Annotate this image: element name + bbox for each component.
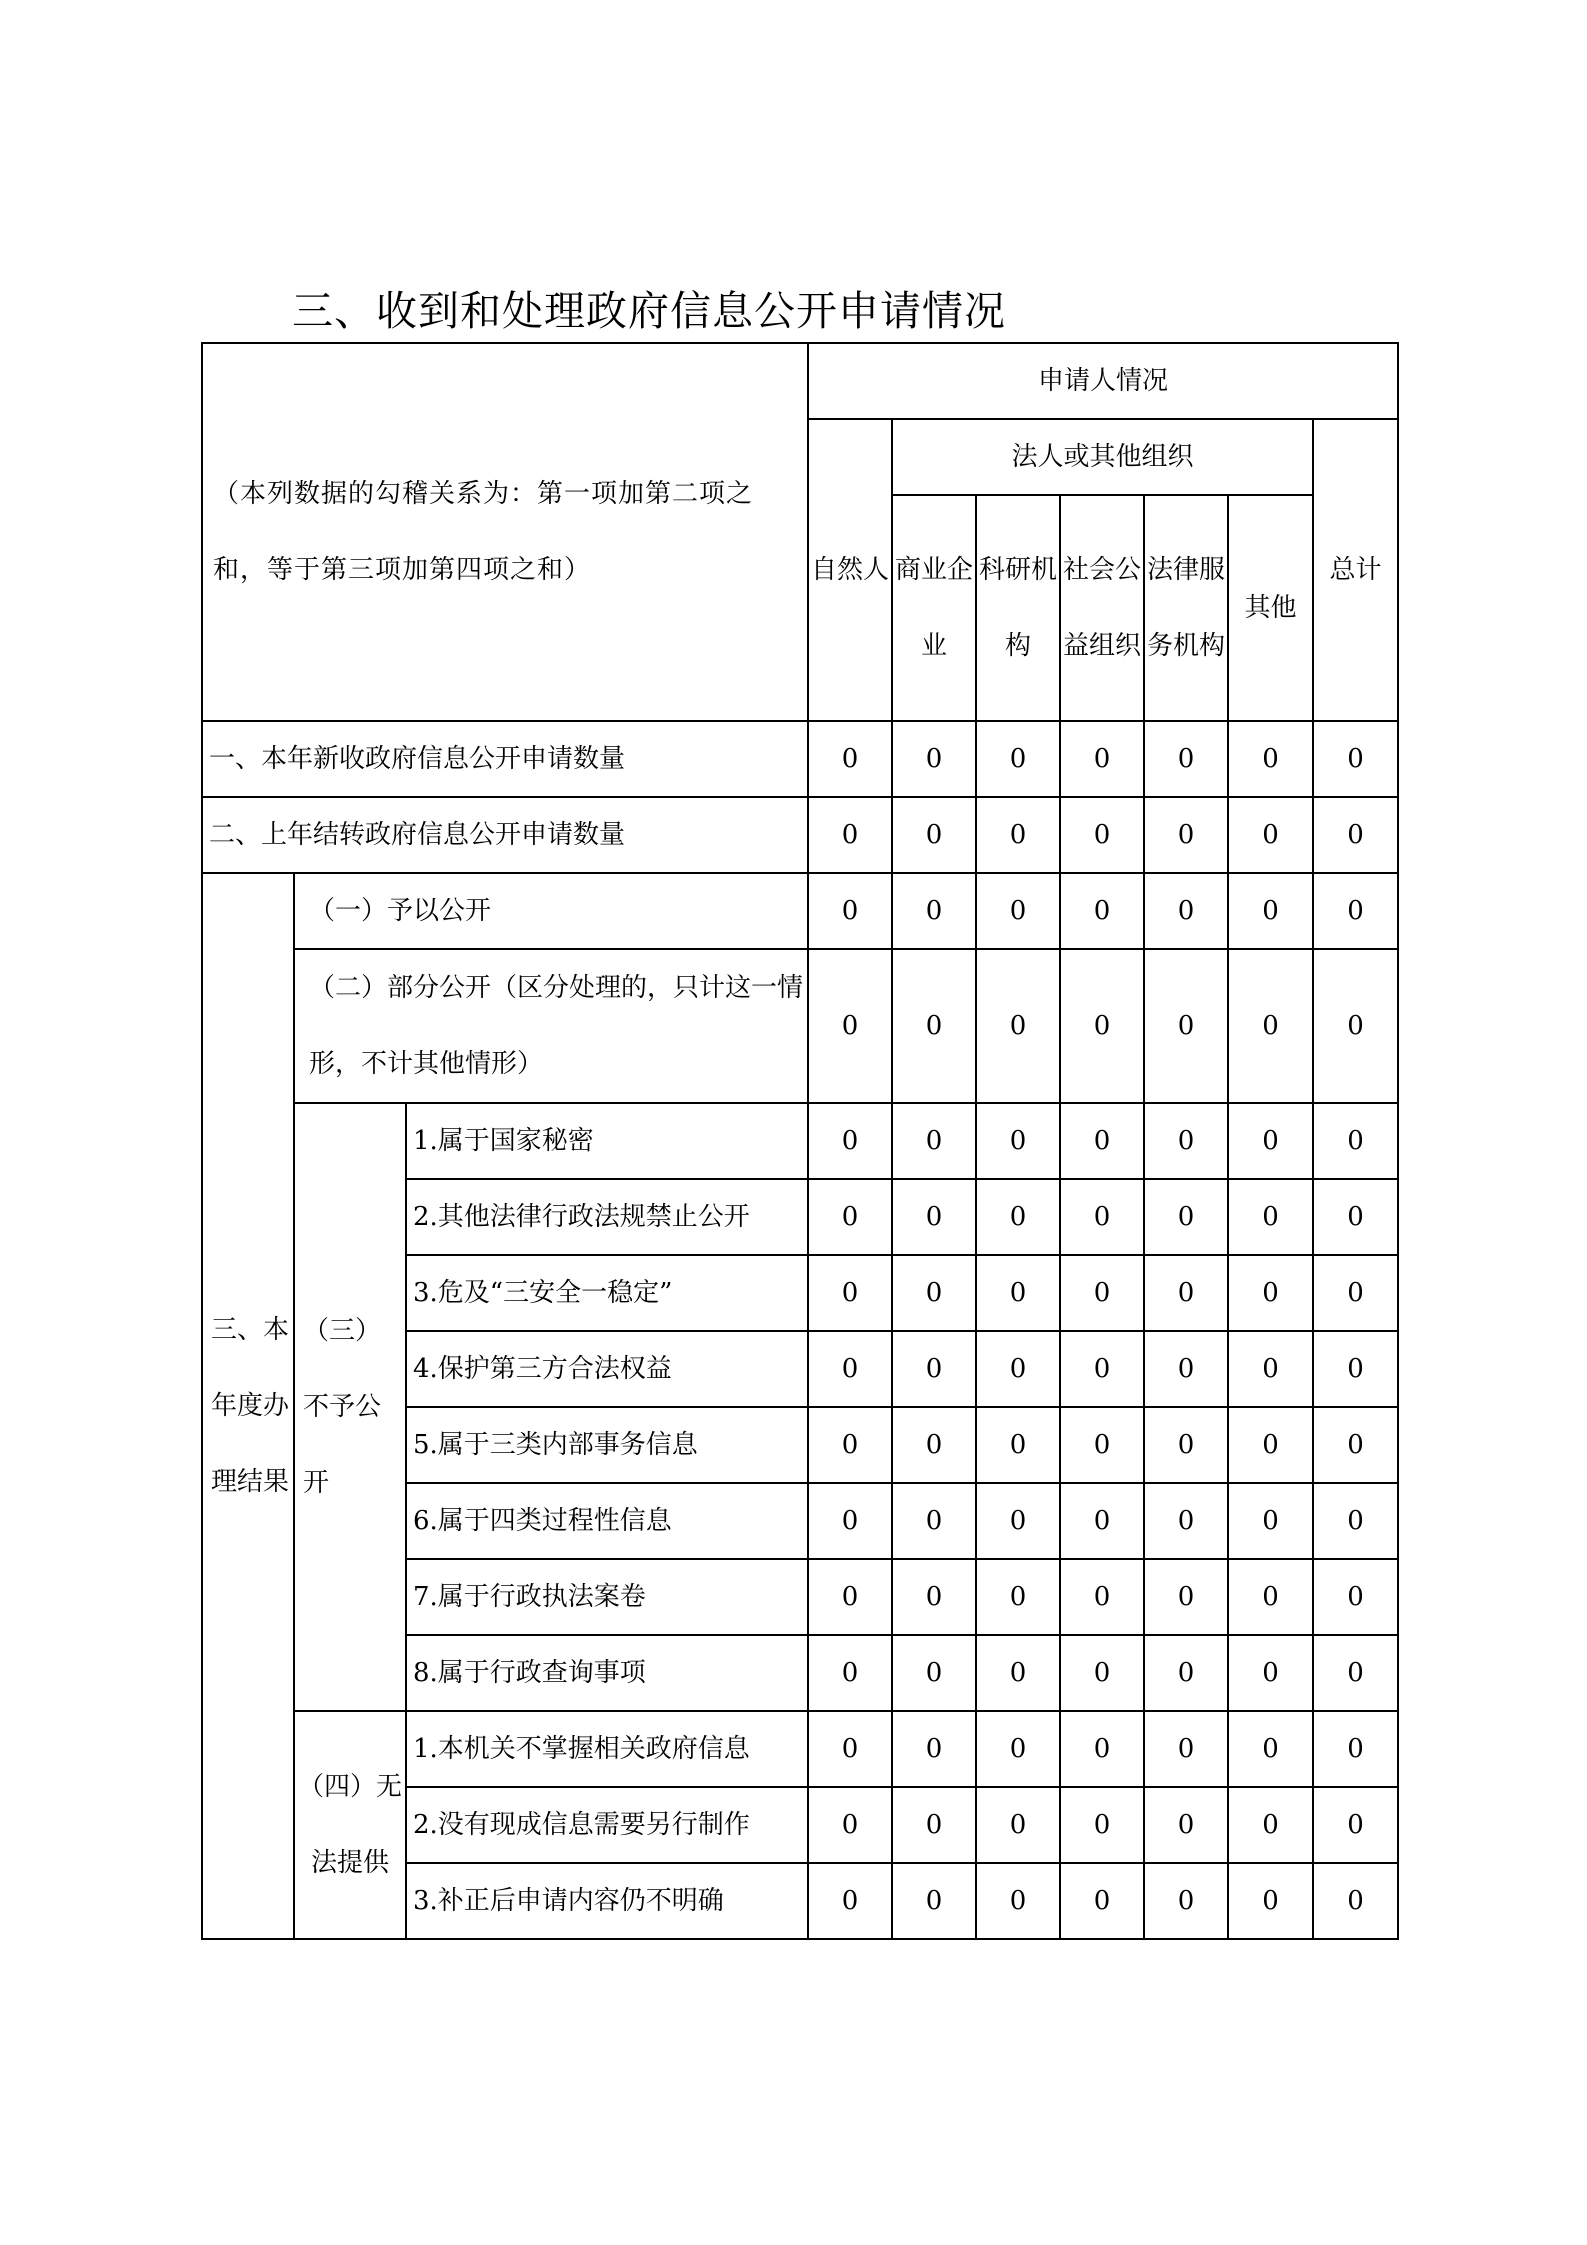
cell-value: 0 — [1228, 1331, 1313, 1407]
column-header: 社会公益组织 — [1060, 495, 1144, 721]
cell-value: 0 — [1228, 1179, 1313, 1255]
cell-value: 0 — [892, 1863, 976, 1939]
cell-value: 0 — [1228, 1407, 1313, 1483]
row-label: 5.属于三类内部事务信息 — [406, 1407, 808, 1483]
cell-value: 0 — [1144, 1635, 1228, 1711]
cell-value: 0 — [892, 949, 976, 1103]
cell-value: 0 — [808, 1483, 892, 1559]
legal-group-header: 法人或其他组织 — [892, 419, 1313, 495]
cell-value: 0 — [1228, 1787, 1313, 1863]
cell-value: 0 — [1060, 1179, 1144, 1255]
cell-value: 0 — [1060, 1559, 1144, 1635]
column-header: 其他 — [1228, 495, 1313, 721]
cell-value: 0 — [976, 1559, 1060, 1635]
cell-value: 0 — [976, 721, 1060, 797]
cell-value: 0 — [808, 1179, 892, 1255]
cell-value: 0 — [1144, 1407, 1228, 1483]
cell-value: 0 — [1144, 721, 1228, 797]
cell-value: 0 — [1144, 1179, 1228, 1255]
cell-value: 0 — [976, 949, 1060, 1103]
cell-value: 0 — [976, 1331, 1060, 1407]
cell-value: 0 — [976, 1711, 1060, 1787]
cell-value: 0 — [1228, 1863, 1313, 1939]
cell-value: 0 — [1313, 1103, 1398, 1179]
cell-value: 0 — [1313, 1331, 1398, 1407]
column-header: 科研机构 — [976, 495, 1060, 721]
cell-value: 0 — [976, 1407, 1060, 1483]
row-label: 6.属于四类过程性信息 — [406, 1483, 808, 1559]
cell-value: 0 — [892, 1103, 976, 1179]
table-row — [202, 873, 1398, 949]
cell-value: 0 — [1228, 1483, 1313, 1559]
cell-value: 0 — [1313, 1255, 1398, 1331]
cell-value: 0 — [808, 949, 892, 1103]
row-label: 7.属于行政执法案卷 — [406, 1559, 808, 1635]
table-row — [202, 721, 1398, 797]
cell-value: 0 — [1144, 797, 1228, 873]
cell-value: 0 — [808, 1559, 892, 1635]
cell-value: 0 — [808, 1863, 892, 1939]
cell-value: 0 — [1144, 1711, 1228, 1787]
cell-value: 0 — [1060, 721, 1144, 797]
cell-value: 0 — [808, 1331, 892, 1407]
cell-value: 0 — [1060, 1863, 1144, 1939]
cell-value: 0 — [976, 1255, 1060, 1331]
cell-value: 0 — [892, 1635, 976, 1711]
cell-value: 0 — [1313, 873, 1398, 949]
applicant-header: 申请人情况 — [808, 343, 1398, 419]
cell-value: 0 — [1144, 1559, 1228, 1635]
cell-value: 0 — [1060, 949, 1144, 1103]
cell-value: 0 — [892, 797, 976, 873]
natural-person-header: 自然人 — [808, 419, 892, 721]
cell-value: 0 — [1144, 949, 1228, 1103]
table-note: （本列数据的勾稽关系为：第一项加第二项之和，等于第三项加第四项之和） — [202, 343, 808, 721]
row-label: 二、上年结转政府信息公开申请数量 — [202, 797, 808, 873]
row-label: （二）部分公开（区分处理的，只计这一情形，不计其他情形） — [294, 949, 808, 1103]
cell-value: 0 — [1060, 1407, 1144, 1483]
cell-value: 0 — [808, 721, 892, 797]
page-title: 三、收到和处理政府信息公开申请情况 — [292, 287, 1006, 335]
cell-value: 0 — [808, 1787, 892, 1863]
cell-value: 0 — [1313, 1559, 1398, 1635]
cell-value: 0 — [1060, 1711, 1144, 1787]
cell-value: 0 — [1228, 721, 1313, 797]
cell-value: 0 — [892, 1559, 976, 1635]
cell-value: 0 — [1144, 1863, 1228, 1939]
cell-value: 0 — [892, 1407, 976, 1483]
cell-value: 0 — [1060, 1787, 1144, 1863]
cell-value: 0 — [1313, 949, 1398, 1103]
cell-value: 0 — [1144, 1103, 1228, 1179]
column-header: 法律服务机构 — [1144, 495, 1228, 721]
cell-value: 0 — [808, 1103, 892, 1179]
cell-value: 0 — [1060, 1103, 1144, 1179]
cell-value: 0 — [976, 1787, 1060, 1863]
row-label: 8.属于行政查询事项 — [406, 1635, 808, 1711]
row-label: 4.保护第三方合法权益 — [406, 1331, 808, 1407]
cell-value: 0 — [892, 873, 976, 949]
result-group-label: 三、本年度办理结果 — [202, 873, 294, 1939]
cell-value: 0 — [1313, 1787, 1398, 1863]
cell-value: 0 — [892, 721, 976, 797]
cell-value: 0 — [1313, 1635, 1398, 1711]
row-label: （一）予以公开 — [294, 873, 808, 949]
cell-value: 0 — [1060, 1255, 1144, 1331]
cell-value: 0 — [1313, 721, 1398, 797]
table-row — [202, 797, 1398, 873]
cell-value: 0 — [808, 1711, 892, 1787]
cell-value: 0 — [892, 1179, 976, 1255]
cell-value: 0 — [808, 1635, 892, 1711]
cell-value: 0 — [976, 797, 1060, 873]
row-label: 2.其他法律行政法规禁止公开 — [406, 1179, 808, 1255]
cell-value: 0 — [1313, 1863, 1398, 1939]
unable-group-label: （四）无法提供 — [294, 1711, 406, 1939]
cell-value: 0 — [808, 873, 892, 949]
cell-value: 0 — [1228, 1255, 1313, 1331]
cell-value: 0 — [976, 1179, 1060, 1255]
table-row — [202, 1103, 1398, 1179]
cell-value: 0 — [1144, 1331, 1228, 1407]
cell-value: 0 — [1060, 1483, 1144, 1559]
cell-value: 0 — [1144, 1787, 1228, 1863]
table-row — [202, 1711, 1398, 1787]
cell-value: 0 — [1144, 873, 1228, 949]
cell-value: 0 — [1060, 873, 1144, 949]
cell-value: 0 — [976, 1103, 1060, 1179]
cell-value: 0 — [1228, 797, 1313, 873]
cell-value: 0 — [1228, 1103, 1313, 1179]
cell-value: 0 — [1313, 1179, 1398, 1255]
cell-value: 0 — [1228, 873, 1313, 949]
row-label: 一、本年新收政府信息公开申请数量 — [202, 721, 808, 797]
cell-value: 0 — [892, 1483, 976, 1559]
cell-value: 0 — [1313, 1483, 1398, 1559]
row-label: 2.没有现成信息需要另行制作 — [406, 1787, 808, 1863]
not-open-group-label: （三）不予公开 — [294, 1103, 406, 1711]
cell-value: 0 — [1228, 1559, 1313, 1635]
cell-value: 0 — [892, 1255, 976, 1331]
cell-value: 0 — [976, 1483, 1060, 1559]
cell-value: 0 — [1313, 1711, 1398, 1787]
cell-value: 0 — [892, 1331, 976, 1407]
cell-value: 0 — [1060, 1331, 1144, 1407]
info-request-table — [201, 342, 1399, 1940]
row-label: 1.本机关不掌握相关政府信息 — [406, 1711, 808, 1787]
cell-value: 0 — [1228, 949, 1313, 1103]
cell-value: 0 — [1313, 797, 1398, 873]
total-header: 总计 — [1313, 419, 1398, 721]
cell-value: 0 — [1313, 1407, 1398, 1483]
cell-value: 0 — [976, 873, 1060, 949]
row-label: 3.补正后申请内容仍不明确 — [406, 1863, 808, 1939]
cell-value: 0 — [892, 1711, 976, 1787]
cell-value: 0 — [1228, 1711, 1313, 1787]
cell-value: 0 — [1144, 1255, 1228, 1331]
cell-value: 0 — [892, 1787, 976, 1863]
cell-value: 0 — [1060, 1635, 1144, 1711]
cell-value: 0 — [1144, 1483, 1228, 1559]
cell-value: 0 — [1060, 797, 1144, 873]
column-header: 商业企业 — [892, 495, 976, 721]
cell-value: 0 — [808, 1407, 892, 1483]
row-label: 1.属于国家秘密 — [406, 1103, 808, 1179]
cell-value: 0 — [808, 1255, 892, 1331]
table-row — [202, 949, 1398, 1103]
cell-value: 0 — [976, 1863, 1060, 1939]
cell-value: 0 — [1228, 1635, 1313, 1711]
row-label: 3.危及“三安全一稳定” — [406, 1255, 808, 1331]
cell-value: 0 — [976, 1635, 1060, 1711]
cell-value: 0 — [808, 797, 892, 873]
